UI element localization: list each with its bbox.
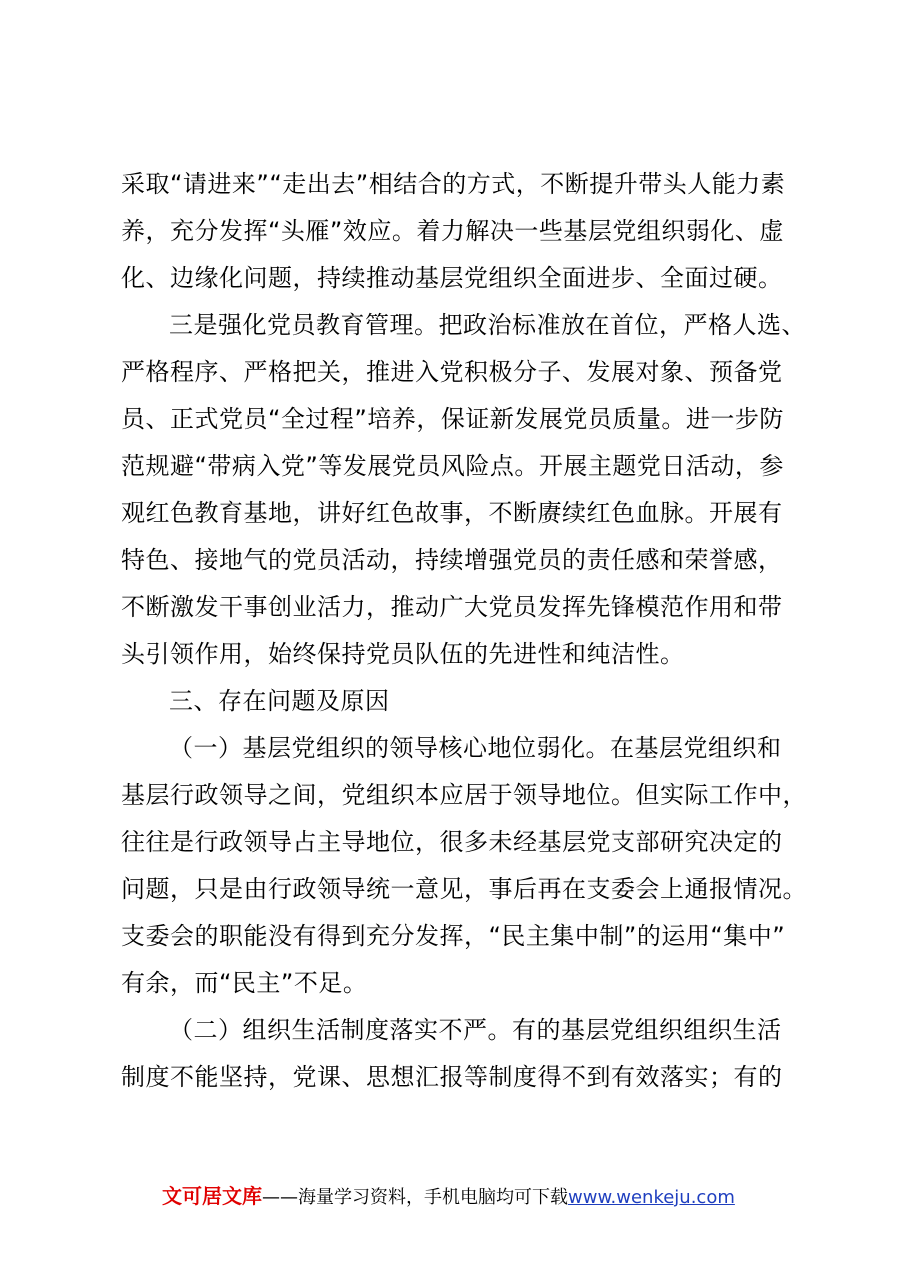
text-line: 有余，而“民主”不足。 — [121, 969, 368, 997]
paragraph-start-line: （一）基层党组织的领导核心地位弱化。在基层党组织和 — [169, 734, 782, 762]
page-footer — [162, 1179, 735, 1213]
text-line: 头引领作用，始终保持党员队伍的先进性和纯洁性。 — [121, 640, 685, 668]
paragraph-start-line: （二）组织生活制度落实不严。有的基层党组织组织生活 — [169, 1016, 782, 1044]
brand-name: 文可居文库 — [162, 1184, 262, 1208]
text-line: 往往是行政领导占主导地位，很多未经基层党支部研究决定的 — [121, 828, 783, 856]
text-line: 范规避“带病入党”等发展党员风险点。开展主题党日活动，参 — [121, 452, 784, 480]
text-line: 不断激发干事创业活力，推动广大党员发挥先锋模范作用和带 — [121, 593, 783, 621]
text-line: 制度不能坚持，党课、思想汇报等制度得不到有效落实；有的 — [121, 1063, 783, 1091]
text-line: 特色、接地气的党员活动，持续增强党员的责任感和荣誉感， — [121, 546, 783, 574]
text-line: 严格程序、严格把关，推进入党积极分子、发展对象、预备党 — [121, 358, 783, 386]
text-line: 员、正式党员“全过程”培养，保证新发展党员质量。进一步防 — [121, 405, 784, 433]
text-line: 观红色教育基地，讲好红色故事，不断赓续红色血脉。开展有 — [121, 499, 783, 527]
text-line: 采取“请进来”“走出去”相结合的方式，不断提升带头人能力素 — [121, 170, 786, 198]
text-line: 支委会的职能没有得到充分发挥，“民主集中制”的运用“集中” — [121, 922, 786, 950]
footer-slogan: ——海量学习资料，手机电脑均可下载 — [262, 1187, 568, 1208]
text-line: 化、边缘化问题，持续推动基层党组织全面进步、全面过硬。 — [121, 264, 783, 292]
section-heading: 三、存在问题及原因 — [169, 687, 390, 715]
paragraph-start-line: 三是强化党员教育管理。把政治标准放在首位，严格人选、 — [169, 311, 806, 339]
text-line: 基层行政领导之间，党组织本应居于领导地位。但实际工作中， — [121, 781, 807, 809]
website-link[interactable]: www.wenkeju.com — [568, 1187, 735, 1208]
text-line: 养，充分发挥“头雁”效应。着力解决一些基层党组织弱化、虚 — [121, 217, 784, 245]
text-line: 问题，只是由行政领导统一意见，事后再在支委会上通报情况。 — [121, 875, 807, 903]
document-body — [121, 161, 807, 1101]
